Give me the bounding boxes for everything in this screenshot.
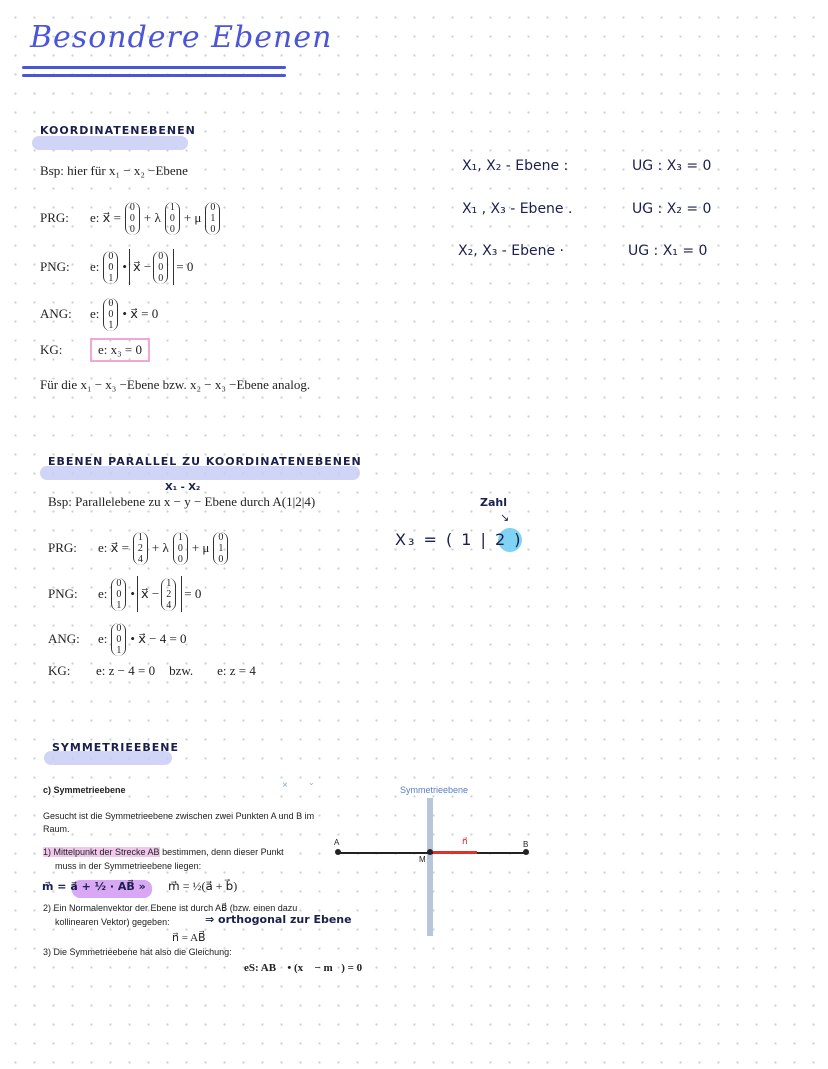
section1-ang: ANG: e: 0 0 1 • x⃗ = 0 [40, 297, 159, 331]
title-underline-2 [22, 74, 286, 77]
prg2-label: PRG: [48, 540, 77, 555]
section2-example: Bsp: Parallelebene zu x − y − Ebene durch A(1|2|4) [48, 494, 316, 509]
section1-footer: Für die x₁ − x₃ −Ebene bzw. x₂ − x₃ −Ebene analog. [40, 377, 311, 392]
section3-step3: 3) Die Symmetrieebene hat also die Gleichung: [43, 947, 232, 957]
png-normal-vector: 0 0 1 [103, 251, 118, 284]
section3-step2-cont: kollinearen Vektor) gegeben: [55, 917, 170, 927]
prg2-prefix: e: x⃗ = [98, 540, 129, 555]
formula1-hand: m⃗ = a⃗ + ½ · AB⃗ » [42, 880, 146, 893]
prg-vector-3: 0 1 0 [205, 202, 220, 235]
kg2-value: e: z − 4 = 0 [96, 663, 156, 678]
note-x3-equation: X₃ = ( 1 | 2 ) [395, 530, 523, 549]
note-eq-3: UG : X₁ = 0 [628, 243, 708, 259]
section3-sub: c) Symmetrieebene [43, 785, 126, 795]
section1-heading: KOORDINATENEBENEN [40, 124, 196, 137]
section3-step1-cont: muss in der Symmetrieebene liegen: [55, 861, 202, 871]
section2-heading: EBENEN PARALLEL ZU KOORDINATENEBENEN [48, 455, 362, 468]
section1-png: PNG: e: 0 0 1 • x⃗ − 0 0 0 = 0 [40, 250, 194, 284]
title-underline-1 [22, 66, 286, 69]
normal-vector-line [433, 851, 477, 854]
section1-kg [40, 338, 150, 362]
chevron-down-icon: ⌄ [308, 778, 315, 787]
note-eq-1: UG : X₃ = 0 [632, 158, 712, 174]
prg-vector-2: 1 0 0 [165, 202, 180, 235]
diagram-plane-label: Symmetrieebene [400, 785, 469, 795]
prg-label: PRG: [40, 210, 69, 225]
png-label: PNG: [40, 259, 70, 274]
prg-vector-1: 0 0 0 [125, 202, 140, 235]
ang-normal-vector: 0 0 1 [103, 298, 118, 331]
section1-example: Bsp: hier für x₁ − x₂ −Ebene [40, 163, 188, 178]
note-plane-2: X₁ , X₃ - Ebene . [462, 201, 573, 217]
section3-heading: SYMMETRIEEBENE [52, 741, 180, 754]
png2-label: PNG: [48, 586, 78, 601]
kg2-label: KG: [48, 663, 71, 678]
note-plane-3: X₂, X₃ - Ebene · [458, 243, 564, 259]
section3-intro: Gesucht ist die Symmetrieebene zwischen zwei Punkten A und B im Raum. [43, 811, 315, 834]
note-zahl: Zahl [480, 496, 508, 509]
section2-png: PNG: e: 0 0 1 • x⃗ − 1 2 4 = 0 [48, 577, 202, 611]
step2-hand-note: ⇒ orthogonal zur Ebene [205, 913, 352, 926]
normal-vector-label: n⃗ [462, 836, 468, 846]
point-a-label: A [334, 838, 340, 847]
kg2-value2: e: z = 4 [217, 663, 256, 678]
section3-step1: 1) Mittelpunkt der Strecke AB bestimmen, denn dieser Punkt [43, 847, 284, 857]
ang-label: ANG: [40, 306, 72, 321]
formula1: m⃗ = ½(a⃗ + b⃗) [168, 879, 238, 893]
formula2: n⃗ = AB⃗ [172, 932, 206, 944]
ang2-label: ANG: [48, 631, 80, 646]
section2-annotation: X₁ - X₂ [165, 482, 201, 493]
kg-label: KG: [40, 342, 63, 357]
point-m-dot [427, 849, 433, 855]
page-title: Besondere Ebenen [30, 20, 333, 55]
section3-step2: 2) Ein Normalenvektor der Ebene ist durch AB⃗ (bzw. einen dazu [43, 903, 298, 913]
section2-prg: PRG: e: x⃗ = 1 2 4 + λ 1 0 0 + μ 0 1 0 [48, 525, 230, 571]
symmetry-plane [427, 798, 433, 936]
point-b-label: B [523, 840, 529, 849]
note-plane-1: X₁, X₂ - Ebene : [462, 158, 569, 174]
prg2-vector-3: 0 1 0 [213, 532, 228, 565]
note-arrow-icon: ↘ [500, 511, 510, 524]
point-m-label: M [419, 855, 426, 864]
section2-highlight [40, 466, 360, 480]
section2-kg [48, 663, 256, 679]
close-icon: × [282, 780, 288, 791]
section2-ang: ANG: e: 0 0 1 • x⃗ − 4 = 0 [48, 622, 187, 656]
png-point-vector: 0 0 0 [153, 251, 168, 284]
section1-highlight [32, 136, 188, 150]
formula3: eS: AB⃗ • (x⃗ − m⃗) = 0 [244, 962, 363, 974]
kg-value-box: e: x₃ = 0 [90, 338, 150, 362]
ang2-normal-vector: 0 0 1 [111, 623, 126, 656]
point-b-dot [523, 849, 529, 855]
prg2-vector-2: 1 0 0 [173, 532, 188, 565]
png2-point-vector: 1 2 4 [161, 578, 176, 611]
png2-normal-vector: 0 0 1 [111, 578, 126, 611]
note-eq-2: UG : X₂ = 0 [632, 201, 712, 217]
section1-prg: PRG: e: x⃗ = 0 0 0 + λ 1 0 0 + μ 0 1 0 [40, 195, 222, 241]
point-a-dot [335, 849, 341, 855]
kg2-bzw: bzw. [169, 663, 194, 678]
prg-prefix: e: x⃗ = [90, 210, 121, 225]
prg2-vector-1: 1 2 4 [133, 532, 148, 565]
